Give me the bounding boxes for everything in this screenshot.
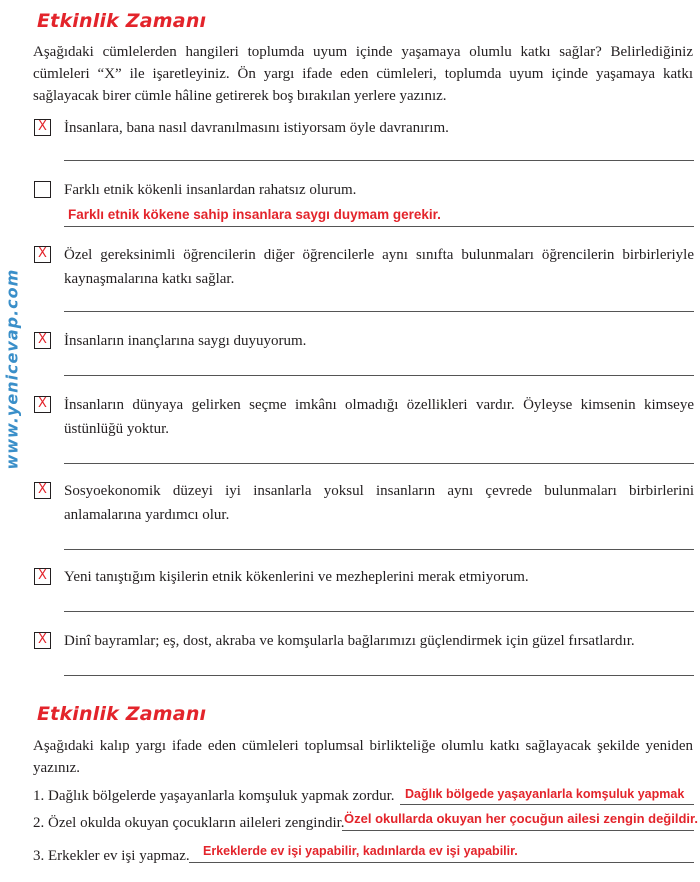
handwritten-answer: Erkeklerde ev işi yapabilir, kadınlarda ev işi yapabilir.: [203, 844, 518, 858]
statement-text: İnsanlara, bana nasıl davranılmasını istiyorsam öyle davranırım.: [64, 120, 449, 136]
question-text: 3. Erkekler ev işi yapmaz.: [33, 848, 190, 864]
statement-text: Dinî bayramlar; eş, dost, akraba ve komşularla bağlarımızı güçlendirmek için güzel fırsatlardır.: [64, 633, 635, 649]
section2-instructions: Aşağıdaki kalıp yargı ifade eden cümleleri toplumsal birlikteliğe olumlu katkı sağlayacak şekilde yeniden yazınız.: [33, 738, 693, 776]
question-text: 1. Dağlık bölgelerde yaşayanlarla komşuluk yapmak zordur.: [33, 788, 395, 804]
question-text: 2. Özel okulda okuyan çocukların aileleri zengindir.: [33, 815, 345, 831]
checkbox-7[interactable]: X: [34, 568, 51, 585]
handwritten-answer: Özel okullarda okuyan her çocuğun ailesi zengin değildir.: [344, 811, 698, 826]
section1-title: Etkinlik Zamanı: [37, 10, 207, 32]
checkbox-3[interactable]: X: [34, 246, 51, 263]
checkbox-4[interactable]: X: [34, 332, 51, 349]
handwritten-answer: Dağlık bölgede yaşayanlarla komşuluk yapmak: [405, 787, 685, 801]
statement-text: Yeni tanıştığım kişilerin etnik kökenlerini ve mezheplerini merak etmiyorum.: [64, 569, 529, 585]
statement-text: Farklı etnik kökenli insanlardan rahatsız olurum.: [64, 182, 357, 198]
answer-line[interactable]: [342, 830, 694, 831]
statement-text: Sosyoekonomik düzeyi iyi insanlarla yoksul insanların aynı çevrede bulunmaları birbirlerini anlamalarına yardımcı olur.: [64, 483, 694, 523]
answer-line[interactable]: [64, 311, 694, 312]
handwritten-answer: Farklı etnik kökene sahip insanlara saygı duymam gerekir.: [68, 207, 441, 222]
statement-text: İnsanların dünyaya gelirken seçme imkânı olmadığı özellikleri vardır. Öyleyse kimsenin kimseye üstünlüğü yoktur.: [64, 397, 694, 437]
section1-instructions: Aşağıdaki cümlelerden hangileri toplumda uyum içinde yaşamaya olumlu katkı sağlar? Belirlediğiniz cümleleri “X” ile işaretleyiniz. Ön yargı ifade eden cümleleri, toplumda uyum içinde yaşamaya katkı sağlayacak birer cümle hâline getirerek boş bırakılan yerlere yazınız.: [33, 44, 693, 104]
answer-line[interactable]: [64, 549, 694, 550]
section2-title: Etkinlik Zamanı: [37, 703, 207, 725]
checkbox-8[interactable]: X: [34, 632, 51, 649]
answer-line[interactable]: [64, 160, 694, 161]
answer-line[interactable]: [64, 226, 694, 227]
watermark: www.yenicevap.com: [2, 268, 22, 470]
answer-line[interactable]: [64, 463, 694, 464]
answer-line[interactable]: [64, 375, 694, 376]
checkbox-5[interactable]: X: [34, 396, 51, 413]
answer-line[interactable]: [189, 862, 694, 863]
answer-line[interactable]: [64, 611, 694, 612]
answer-line[interactable]: [64, 675, 694, 676]
checkbox-2[interactable]: [34, 181, 51, 198]
checkbox-6[interactable]: X: [34, 482, 51, 499]
checkbox-1[interactable]: X: [34, 119, 51, 136]
statement-text: İnsanların inançlarına saygı duyuyorum.: [64, 333, 307, 349]
statement-text: Özel gereksinimli öğrencilerin diğer öğrencilerle aynı sınıfta bulunmaları öğrencilerin birbirleriyle kaynaşmalarına katkı sağlar.: [64, 247, 694, 287]
answer-line[interactable]: [400, 804, 694, 805]
